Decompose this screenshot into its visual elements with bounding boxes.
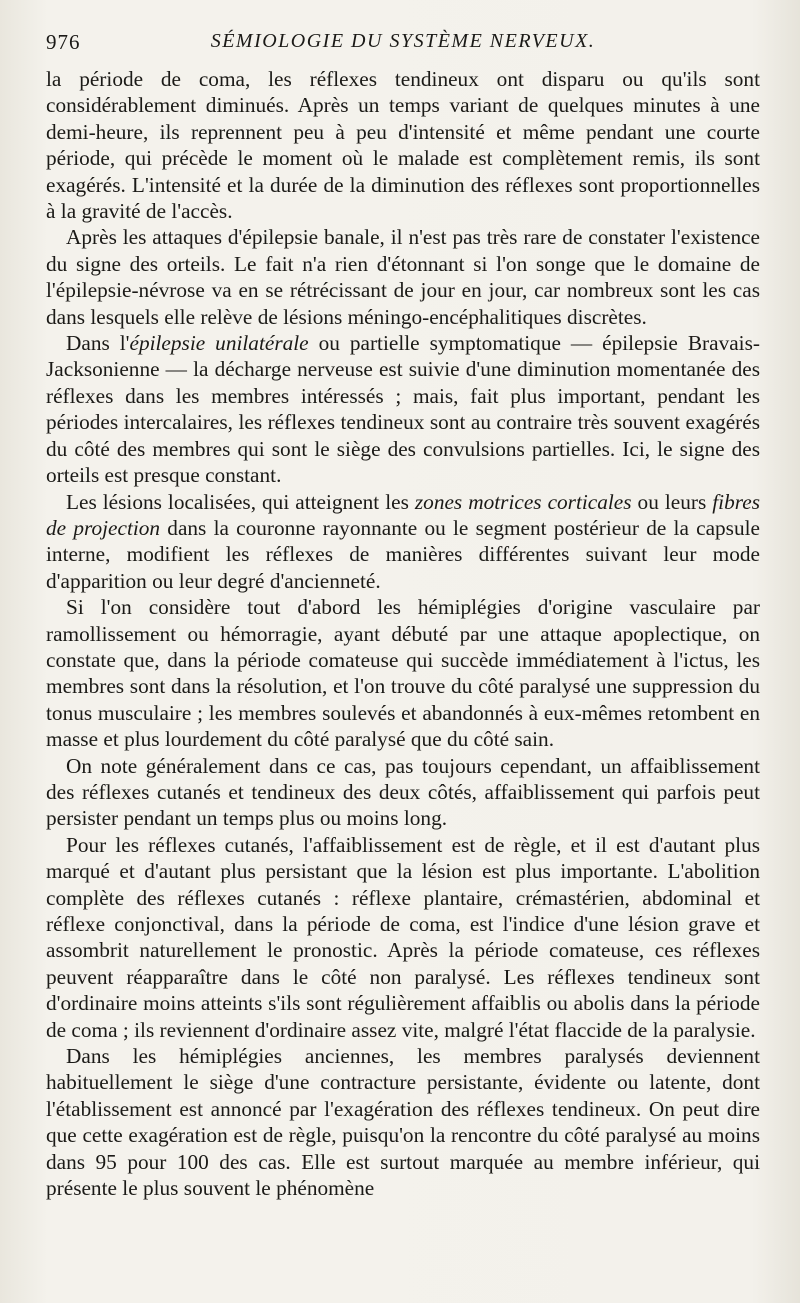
paragraph <box>46 1043 760 1201</box>
text-run: Dans l' <box>66 331 130 356</box>
page-header <box>46 30 760 56</box>
text-run: dans la couronne rayonnante ou le segment postérieur de la capsule interne, modifient les réflexes de manières différentes suivant leur mode d'apparition ou leur degré d'ancienneté. <box>46 515 760 593</box>
italic-term: épilepsie unilatérale <box>129 331 309 356</box>
text-run: Après les attaques d'épilepsie banale, il n'est pas très rare de constater l'existence du signe des orteils. Le fait n'a rien d'étonnant si l'on songe que le domaine de l'épilepsie-névrose va en se rétrécissant de jour en jour, car nombreux sont les cas dans lesquels elle relève de lésions méningo-encéphalitiques discrètes. <box>46 225 760 329</box>
paragraph <box>46 832 760 1043</box>
italic-term: fibres de projection <box>46 489 760 540</box>
text-run: ou partielle symptomatique — épilepsie Bravais-Jacksonienne — la décharge nerveuse est suivie d'une diminution momentanée des réflexes dans les membres intéressés ; mais, fait plus important, pendant les périodes intercalaires, les réflexes tendineux sont au contraire très souvent exagérés du côté des membres qui sont le siège des convulsions partielles. Ici, le signe des orteils est presque constant. <box>46 331 760 488</box>
page-number: 976 <box>46 30 81 54</box>
italic-term: zones motrices corticales <box>414 489 632 514</box>
text-run: la période de coma, les réflexes tendineux ont disparu ou qu'ils sont considérablement diminués. Après un temps variant de quelques minutes à une demi-heure, ils reprennent peu à peu d'intensité et même pendant une courte période, qui précède le moment où le malade est complètement remis, ils sont exagérés. L'intensité et la durée de la diminution des réflexes sont proportionnelles à la gravité de l'accès. <box>46 67 760 224</box>
text-run: On note généralement dans ce cas, pas toujours cependant, un affaiblissement des réflexes cutanés et tendineux des deux côtés, affaiblissement qui parfois peut persister pendant un temps plus ou moins long. <box>46 753 760 831</box>
text-run: Dans les hémiplégies anciennes, les membres paralysés deviennent habituellement le siège d'une contracture persistante, évidente ou latente, dont l'établissement est annoncé par l'exagération des réflexes tendineux. On peut dire que cette exagération est de règle, puisqu'on la rencontre du côté paralysé au moins dans 95 pour 100 des cas. Elle est surtout marquée au membre inférieur, qui présente le plus souvent le phénomène <box>46 1044 760 1201</box>
text-run: Les lésions localisées, qui atteignent les <box>66 489 415 514</box>
paragraph <box>46 594 760 752</box>
text-run: Si l'on considère tout d'abord les hémiplégies d'origine vasculaire par ramollissement ou hémorragie, ayant débuté par une attaque apoplectique, on constate que, dans la période comateuse qui succède immédiatement à l'ictus, les membres sont dans la résolution, et l'on trouve du côté paralysé une suppression du tonus musculaire ; les membres soulevés et abandonnés à eux-mêmes retombent en masse et plus lourdement du côté paralysé que du côté sain. <box>46 595 760 752</box>
paragraph <box>46 330 760 488</box>
text-run: ou leurs <box>631 489 713 514</box>
text-run: Pour les réflexes cutanés, l'affaiblissement est de règle, et il est d'autant plus marqué et d'autant plus persistant que la lésion est plus importante. L'abolition complète des réflexes cutanés : réflexe plantaire, crémastérien, abdominal et réflexe conjonctival, dans la période de coma, est l'indice d'une lésion grave et assombrit naturellement le pronostic. Après la période comateuse, ces réflexes peuvent réapparaître dans le côté non paralysé. Les réflexes tendineux sont d'ordinaire moins atteints s'ils sont régulièrement affaiblis ou abolis dans la période de coma ; ils reviennent d'ordinaire assez vite, malgré l'état flaccide de la paralysie. <box>46 832 760 1042</box>
paragraph <box>46 753 760 832</box>
paragraph <box>46 224 760 330</box>
body-text <box>46 66 760 1201</box>
paragraph <box>46 66 760 224</box>
running-title: SÉMIOLOGIE DU SYSTÈME NERVEUX. <box>210 30 596 52</box>
paragraph <box>46 489 760 595</box>
